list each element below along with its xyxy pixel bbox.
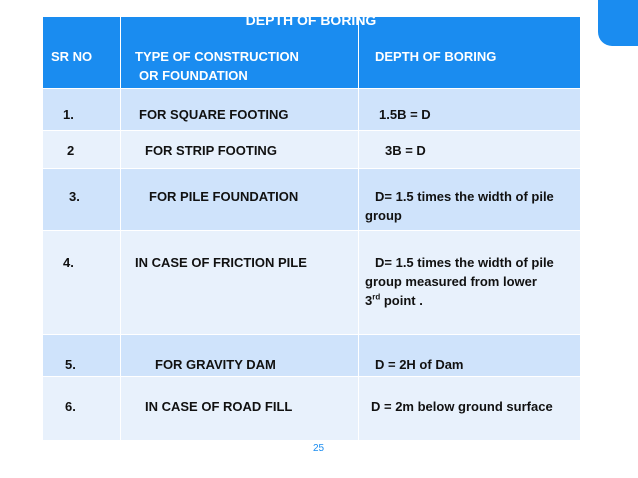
depth-line: D= 1.5 times the width of pile — [375, 255, 554, 270]
header-construction-line2: OR FOUNDATION — [139, 68, 248, 83]
sr-cell: 6. — [43, 377, 121, 441]
header-construction-line1: TYPE OF CONSTRUCTION — [135, 49, 299, 64]
corner-decoration — [598, 0, 638, 46]
table-row — [43, 231, 581, 335]
sr-cell: 1. — [43, 89, 121, 131]
header-sr-no: SR NO — [43, 17, 121, 89]
depth-cell: 1.5B = D — [359, 89, 581, 131]
sr-cell: 2 — [43, 131, 121, 169]
header-construction — [121, 17, 359, 89]
table-row — [43, 131, 581, 169]
depth-cell — [359, 169, 581, 231]
type-cell: FOR STRIP FOOTING — [121, 131, 359, 169]
page-number: 25 — [313, 443, 325, 454]
depth-cell: D = 2H of Dam — [359, 335, 581, 377]
type-cell: IN CASE OF ROAD FILL — [121, 377, 359, 441]
depth-line: group measured from lower — [365, 274, 537, 289]
sr-cell: 4. — [43, 231, 121, 335]
table-row — [43, 335, 581, 377]
depth-of-boring-table — [42, 16, 581, 441]
table-row — [43, 377, 581, 441]
table-row — [43, 89, 581, 131]
type-cell: FOR PILE FOUNDATION — [121, 169, 359, 231]
depth-line: 3rd point . — [365, 292, 423, 308]
depth-line: D= 1.5 times the width of pile — [375, 189, 554, 204]
sr-cell: 5. — [43, 335, 121, 377]
type-cell: FOR GRAVITY DAM — [121, 335, 359, 377]
table-title: DEPTH OF BORING — [245, 12, 377, 28]
depth-line: group — [365, 208, 402, 223]
depth-cell — [359, 231, 581, 335]
sr-cell: 3. — [43, 169, 121, 231]
type-cell: IN CASE OF FRICTION PILE — [121, 231, 359, 335]
table-row — [43, 169, 581, 231]
table-header-row — [43, 17, 581, 89]
type-cell: FOR SQUARE FOOTING — [121, 89, 359, 131]
depth-cell: D = 2m below ground surface — [359, 377, 581, 441]
header-depth: DEPTH OF BORING — [359, 17, 581, 89]
depth-cell: 3B = D — [359, 131, 581, 169]
